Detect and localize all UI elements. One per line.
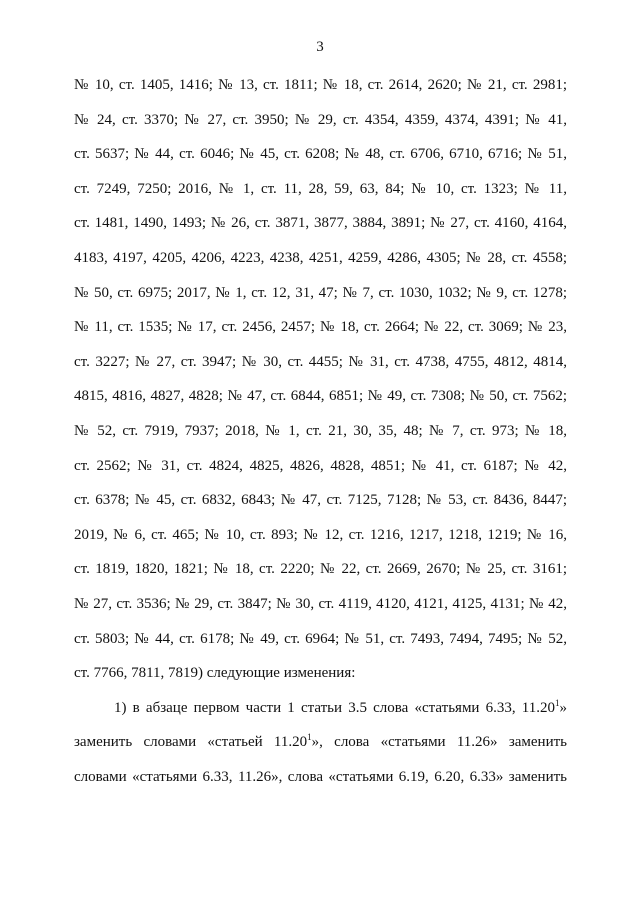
text-line: ст. 1481, 1490, 1493; № 26, ст. 3871, 3877, 3884, 3891; № 27, ст. 4160, 4164, — [74, 215, 567, 232]
item-1-text: », слова «статьями 11.26» заменить — [311, 734, 567, 751]
text-line: № 10, ст. 1405, 1416; № 13, ст. 1811; № 18, ст. 2614, 2620; № 21, ст. 2981; — [74, 77, 567, 93]
text-line: ст. 1819, 1820, 1821; № 18, ст. 2220; № 22, ст. 2669, 2670; № 25, ст. 3161; — [74, 561, 567, 578]
text-line: № 24, ст. 3370; № 27, ст. 3950; № 29, ст. 4354, 4359, 4374, 4391; № 41, — [74, 111, 567, 128]
item-1-text: » — [559, 699, 567, 716]
text-line: ст. 7766, 7811, 7819) следующие изменения: — [74, 665, 356, 682]
text-line: 4815, 4816, 4827, 4828; № 47, ст. 6844, 6851; № 49, ст. 7308; № 50, ст. 7562; — [74, 388, 567, 405]
item-1-text: заменить словами «статьей 11.20 — [74, 734, 308, 751]
item-1-line-1 — [74, 691, 567, 726]
text-line: ст. 6378; № 45, ст. 6832, 6843; № 47, ст. 7125, 7128; № 53, ст. 8436, 8447; — [74, 492, 567, 509]
text-line: ст. 5803; № 44, ст. 6178; № 49, ст. 6964; № 51, ст. 7493, 7494, 7495; № 52, — [74, 630, 567, 647]
text-line: ст. 2562; № 31, ст. 4824, 4825, 4826, 4828, 4851; № 41, ст. 6187; № 42, — [74, 457, 567, 474]
text-line: ст. 5637; № 44, ст. 6046; № 45, ст. 6208; № 48, ст. 6706, 6710, 6716; № 51, — [74, 146, 567, 163]
text-line: № 11, ст. 1535; № 17, ст. 2456, 2457; № 18, ст. 2664; № 22, ст. 3069; № 23, — [74, 319, 567, 336]
text-line: № 50, ст. 6975; 2017, № 1, ст. 12, 31, 47; № 7, ст. 1030, 1032; № 9, ст. 1278; — [74, 284, 567, 301]
text-line: 4183, 4197, 4205, 4206, 4223, 4238, 4251, 4259, 4286, 4305; № 28, ст. 4558; — [74, 249, 567, 266]
document-body — [74, 68, 567, 794]
item-1-line-2 — [74, 725, 567, 760]
text-line: 2019, № 6, ст. 465; № 10, ст. 893; № 12, ст. 1216, 1217, 1218, 1219; № 16, — [74, 526, 567, 543]
item-1-line-3: словами «статьями 6.33, 11.26», слова «статьями 6.19, 6.20, 6.33» заменить — [74, 768, 567, 785]
superscript: 1 — [307, 732, 312, 743]
text-line: № 52, ст. 7919, 7937; 2018, № 1, ст. 21, 30, 35, 48; № 7, ст. 973; № 18, — [74, 422, 567, 439]
page-number: 3 — [316, 39, 324, 55]
text-line: ст. 7249, 7250; 2016, № 1, ст. 11, 28, 59, 63, 84; № 10, ст. 1323; № 11, — [74, 180, 567, 197]
superscript: 1 — [555, 697, 560, 708]
text-line: ст. 3227; № 27, ст. 3947; № 30, ст. 4455; № 31, ст. 4738, 4755, 4812, 4814, — [74, 353, 567, 370]
item-1-text: 1) в абзаце первом части 1 статьи 3.5 слова «статьями 6.33, 11.20 — [114, 699, 555, 716]
text-line: № 27, ст. 3536; № 29, ст. 3847; № 30, ст. 4119, 4120, 4121, 4125, 4131; № 42, — [74, 595, 567, 612]
